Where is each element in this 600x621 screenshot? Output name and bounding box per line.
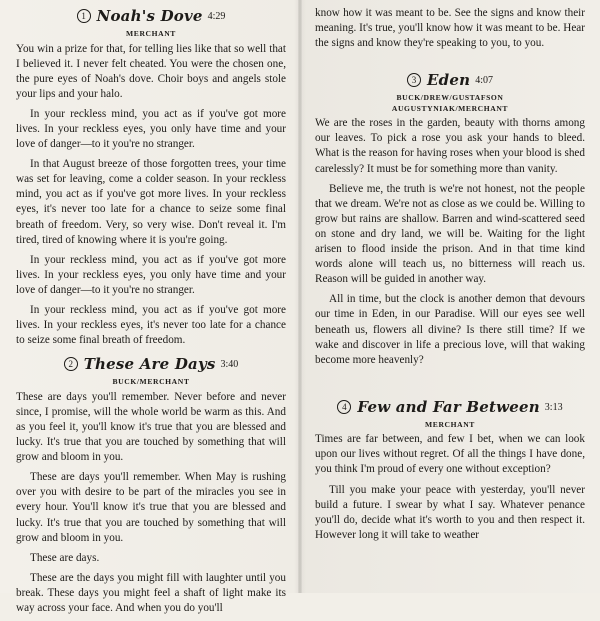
songwriter-credit: MERCHANT [425, 419, 475, 429]
lyric-paragraph: In that August breeze of those forgotten trees, your time was set for leaving, come a colder season. In your reckless mind, you act as if you've got more lives. In your reckless eyes, it's never too late for a chance to seize some final breath of freedom. Very, so very wise. Don't reveal it. I'm tired, tired of knowing where it is you're going. [16, 158, 286, 246]
right-column [315, 6, 585, 548]
lyric-paragraph: Believe me, the truth is we're not honest, not the people that we dream. We're not as close as we could be. Willing to grow but rains are shallow. Barren and wind-scattered seed on stone and dry land, we will be. Waiting for the light arisen to flood inside the prison. And in that time kind words alone will teach us, no bitterness will reach us. Reason will be guided in another way. [315, 182, 585, 286]
song-heading [16, 354, 286, 376]
lyric-paragraph: These are the days you might fill with laughter until you break. These days you might feel a shaft of light make its way across your face. And when you do you'll [16, 571, 286, 614]
lyric-continuation: know how it was meant to be. See the signs and know their meaning. It's true, you'll know how it was meant to be. Hear the signs and know they're speaking to you, to you. [315, 7, 585, 50]
song-duration: 4:29 [207, 11, 226, 22]
left-column [16, 6, 286, 621]
track-number: 2 [64, 357, 78, 371]
song-title: Few and Far Between [357, 397, 540, 416]
lyric-paragraph: All in time, but the clock is another demon that devours our time in Eden, in our Paradise. Will our eyes see well beneath us, flowers all divine? Is there still time? If we wake and discover in life a precious love, will that waking become more heavenly? [315, 293, 585, 366]
song-title: Noah's Dove [96, 7, 203, 25]
lyric-paragraph: Times are far between, and few I bet, when we can look upon our lives without regret. Of all the things I have done, you think I'm proud of every one without exception? [315, 433, 585, 476]
page-gutter [298, 0, 302, 593]
lyric-paragraph: In your reckless mind, you act as if you've got more lives. In your reckless eyes, it's never too late for a chance to seize some final breath of freedom. [16, 304, 286, 347]
lyric-paragraph: In your reckless mind, you act as if you've got more lives. In your reckless eyes, you only have time and your love of danger—to it you're no stranger. [16, 107, 286, 151]
lyric-paragraph: These are days you'll remember. When May is rushing over you with desire to be part of the miracles you see in every hour. You'll know it's true that you are blessed and lucky. It's true that you are touched by something that will grow and bloom in you. [16, 471, 286, 544]
song-heading [16, 6, 286, 28]
songwriter-credit: BUCK/DREW/GUSTAFSON [396, 93, 504, 103]
track-number: 1 [77, 9, 91, 23]
song-title: These Are Days [83, 355, 216, 374]
song-duration: 4:07 [475, 75, 493, 87]
lyric-paragraph: You win a prize for that, for telling lies like that so well that I believed it. I never felt cheated. You were the chosen one, the pure eyes of Noah's dove. Choir boys and angels stole your lips and your halo. [16, 42, 286, 100]
lyric-paragraph: Till you make your peace with yesterday, you'll never build a future. I swear by what I say. Whatever penance you'll do, decide what it's worth to you and then respect it. However long it will take to weather [315, 483, 585, 541]
track-number: 3 [407, 73, 421, 87]
songwriter-credit: AUGUSTYNIAK/MERCHANT [391, 103, 509, 113]
lyric-paragraph: These are days. [30, 551, 100, 564]
song-title: Eden [427, 71, 471, 90]
songwriter-credit: BUCK/MERCHANT [112, 377, 190, 387]
lyric-paragraph: In your reckless mind, you act as if you've got more lives. In your reckless eyes, you only have time and your love of danger—to it you're no stranger. [16, 253, 286, 296]
lyric-paragraph: These are days you'll remember. Never before and never since, I promise, will the whole world be warm as this. And as you feel it, you'll know it's true that you are blessed and lucky. It's true that you are touched by something that will grow and bloom in you. [16, 390, 286, 464]
song-heading [315, 70, 585, 92]
song-duration: 3:40 [220, 359, 239, 371]
songwriter-credit: MERCHANT [126, 29, 176, 38]
song-duration: 3:13 [544, 401, 563, 413]
track-number: 4 [337, 400, 351, 414]
lyric-paragraph: We are the roses in the garden, beauty with thorns among our leaves. To pick a rose you ask your hands to bleed. What is the reason for having roses when your blood is shed carelessly? It must be for something more than vanity. [315, 117, 585, 175]
song-heading [315, 397, 585, 419]
